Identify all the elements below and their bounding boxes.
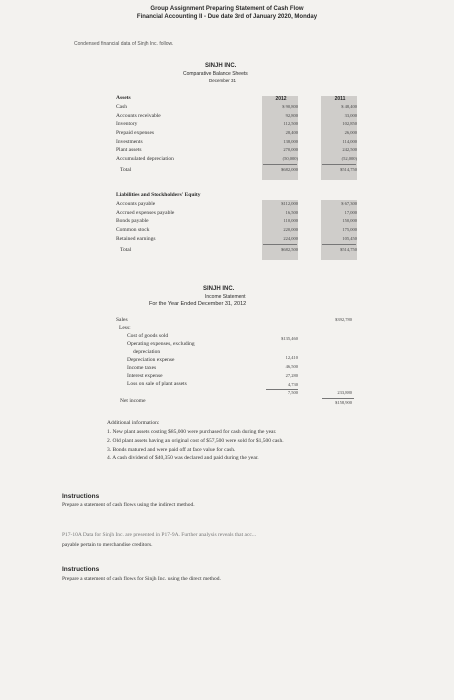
asset-2012: 112,500 <box>283 121 298 126</box>
asset-label: Prepaid expenses <box>116 130 155 136</box>
problem-2-line1: P17-10A Data for Sinjh Inc. are presented in P17-9A. Further analysis reveals that acc... <box>62 532 256 538</box>
opex-label-cont: depreciation <box>133 349 161 355</box>
liability-2011: 17,000 <box>344 210 357 215</box>
instructions-text: Prepare a statement of cash flows using the indirect method. <box>62 502 195 508</box>
liability-label: Retained earnings <box>116 236 156 242</box>
liability-2011: 175,000 <box>342 227 357 232</box>
asset-2012: 92,800 <box>285 113 298 118</box>
asset-2011: 26,000 <box>344 130 357 135</box>
loss-label: Loss on sale of plant assets <box>127 381 187 387</box>
asset-2012: $ 90,800 <box>282 104 298 109</box>
problem-2-line2: payable pertain to merchandise creditors. <box>62 542 153 548</box>
dep-value: 46,500 <box>285 364 298 369</box>
asset-2011: $ 48,400 <box>341 104 357 109</box>
liab-total-2011: $514,750 <box>340 247 357 252</box>
liab-total-2012: $682,500 <box>281 247 298 252</box>
liab-total-label: Total <box>120 247 132 253</box>
liability-2011: $ 67,300 <box>341 201 357 206</box>
sales-label: Sales <box>116 317 128 323</box>
additional-info-item: 3. Bonds matured and were paid off at face value for cash. <box>107 447 236 453</box>
liability-2012: 110,000 <box>283 218 298 223</box>
asset-2011: 33,000 <box>344 113 357 118</box>
total-rule-2011 <box>322 164 356 165</box>
col-header-2012: 2012 <box>275 96 287 102</box>
int-value: 4,730 <box>287 382 298 387</box>
bs-date: December 31 <box>209 78 237 83</box>
course-due-date: Financial Accounting II - Due date 3rd of January 2020, Monday <box>136 14 318 20</box>
liability-2012: 220,000 <box>283 227 298 232</box>
is-subtitle: Income Statement <box>205 294 246 300</box>
assets-total-label: Total <box>120 167 132 173</box>
asset-2012: (50,000) <box>282 156 298 161</box>
total-expenses-value: 233,880 <box>337 390 352 395</box>
instructions-2-heading: Instructions <box>62 566 100 573</box>
ni-rule <box>322 398 354 399</box>
asset-2011: 102,850 <box>342 121 357 126</box>
asset-2012: 138,000 <box>283 139 298 144</box>
asset-2012: 28,400 <box>285 130 298 135</box>
cogs-label: Cost of goods sold <box>127 333 169 339</box>
net-income-label: Net income <box>120 398 146 404</box>
additional-info-item: 4. A cash dividend of $40,350 was declared and paid during the year. <box>107 455 259 461</box>
bs-subtitle: Comparative Balance Sheets <box>183 71 248 77</box>
tax-value: 27,280 <box>285 373 298 378</box>
tax-label: Income taxes <box>127 365 157 371</box>
int-label: Interest expense <box>127 373 163 379</box>
liability-2011: 105,450 <box>342 236 357 241</box>
additional-info-item: 1. New plant assets costing $85,000 were purchased for cash during the year. <box>107 429 277 435</box>
asset-label: Investments <box>116 139 143 145</box>
asset-label: Plant assets <box>116 147 142 153</box>
opex-label: Operating expenses, excluding <box>127 341 195 347</box>
liability-label: Bonds payable <box>116 218 149 224</box>
liability-2012: $112,000 <box>281 201 298 206</box>
asset-2011: 242,500 <box>342 147 357 152</box>
instructions-2-text: Prepare a statement of cash flows for Sinjh Inc. using the direct method. <box>62 576 221 582</box>
asset-label: Accumulated depreciation <box>116 156 174 162</box>
sales-value: $392,780 <box>335 317 352 322</box>
additional-info-item: 2. Old plant assets having an original cost of $57,500 were sold for $1,500 cash. <box>107 438 284 444</box>
asset-2011: 114,000 <box>342 139 357 144</box>
asset-2012: 270,000 <box>283 147 298 152</box>
liabilities-heading: Liabilities and Stockholders' Equity <box>116 192 201 198</box>
additional-info-heading: Additional information: <box>107 420 160 426</box>
col-header-2011: 2011 <box>334 96 346 102</box>
dep-label: Depreciation expense <box>127 357 175 363</box>
total-rule-2012 <box>263 164 297 165</box>
asset-label: Inventory <box>116 121 138 127</box>
liability-2012: 224,000 <box>283 236 298 241</box>
assets-total-2012: $682,000 <box>281 167 298 172</box>
liability-2012: 16,500 <box>285 210 298 215</box>
liability-label: Common stock <box>116 227 150 233</box>
opex-value: 12,410 <box>285 355 298 360</box>
liability-label: Accrued expenses payable <box>116 210 175 216</box>
assignment-title: Group Assignment Preparing Statement of Cash Flow <box>150 6 304 12</box>
instructions-heading: Instructions <box>62 493 100 500</box>
cogs-value: $135,460 <box>281 336 298 341</box>
bs-company-name: SINJH INC. <box>205 63 237 69</box>
liab-total-rule-2012 <box>263 244 297 245</box>
liab-total-rule-2011 <box>322 244 356 245</box>
asset-label: Accounts receivable <box>116 113 161 119</box>
asset-2011: (52,000) <box>341 156 357 161</box>
assets-total-2011: $514,750 <box>340 167 357 172</box>
is-period: For the Year Ended December 31, 2012 <box>149 301 247 307</box>
net-income-value: $158,900 <box>335 400 352 405</box>
liability-2011: 150,000 <box>342 218 357 223</box>
liability-label: Accounts payable <box>116 201 156 207</box>
asset-label: Cash <box>116 104 127 110</box>
intro-text: Condensed financial data of Sinjh Inc. follow. <box>74 41 174 47</box>
loss-value: 7,500 <box>287 390 298 395</box>
less-label: Less: <box>119 325 131 331</box>
assets-heading: Assets <box>116 95 131 101</box>
is-company-name: SINJH INC. <box>203 286 235 292</box>
